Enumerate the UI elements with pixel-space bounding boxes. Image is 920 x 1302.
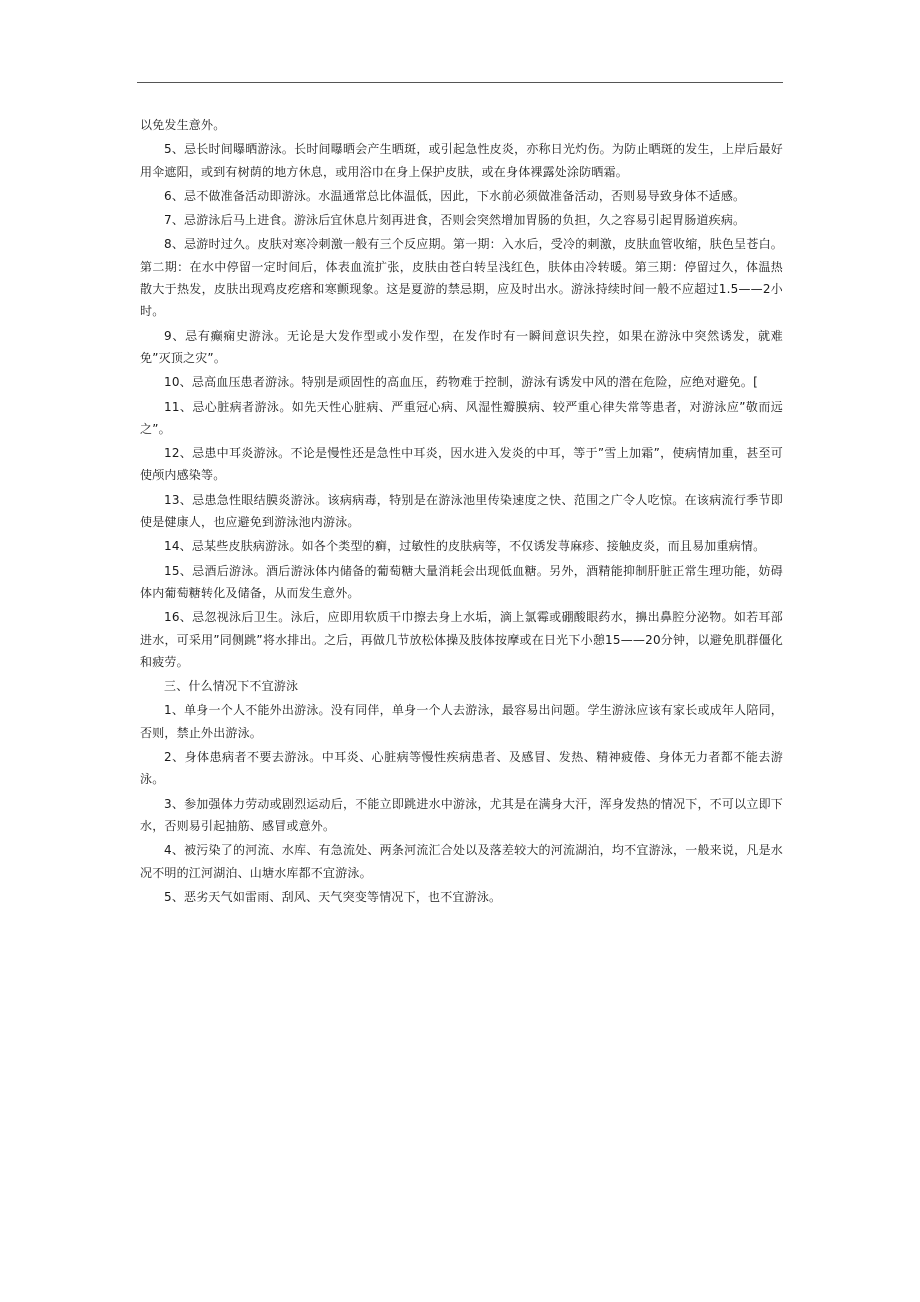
paragraph: 4、被污染了的河流、水库、有急流处、两条河流汇合处以及落差较大的河流湖泊，均不宜游泳，一般来说，凡是水况不明的江河湖泊、山塘水库都不宜游泳。 xyxy=(140,843,783,880)
document-body xyxy=(140,114,783,910)
paragraph: 7、忌游泳后马上进食。游泳后宜休息片刻再进食，否则会突然增加胃肠的负担，久之容易引起胃肠道疾病。 xyxy=(164,213,746,228)
paragraph: 16、忌忽视泳后卫生。泳后，应即用软质干巾擦去身上水垢，滴上氯霉或硼酸眼药水，擤出鼻腔分泌物。如若耳部进水，可采用”同侧跳”将水排出。之后，再做几节放松体操及肢体按摩或在日光下小憩15——20分钟，以避免肌群僵化和疲劳。 xyxy=(140,610,783,669)
paragraph: 8、忌游时过久。皮肤对寒冷刺激一般有三个反应期。第一期：入水后，受冷的刺激，皮肤血管收缩，肤色呈苍白。第二期：在水中停留一定时间后，体表血流扩张，皮肤由苍白转呈浅红色，肤体由冷转暖。第三期：停留过久，体温热散大于热发，皮肤出现鸡皮疙瘩和寒颤现象。这是夏游的禁忌期，应及时出水。游泳持续时间一般不应超过1.5——2小时。 xyxy=(140,237,783,319)
paragraph: 14、忌某些皮肤病游泳。如各个类型的癣，过敏性的皮肤病等，不仅诱发荨麻疹、接触皮炎，而且易加重病情。 xyxy=(164,539,766,554)
paragraph: 6、忌不做准备活动即游泳。水温通常总比体温低，因此，下水前必须做准备活动，否则易导致身体不适感。 xyxy=(164,188,746,203)
paragraph: 1、单身一个人不能外出游泳。没有同伴，单身一个人去游泳，最容易出问题。学生游泳应该有家长或成年人陪同，否则，禁止外出游泳。 xyxy=(140,703,783,740)
paragraph: 12、忌患中耳炎游泳。不论是慢性还是急性中耳炎，因水进入发炎的中耳，等于”雪上加霜”，使病情加重，甚至可使颅内感染等。 xyxy=(140,446,783,483)
paragraph: 10、忌高血压患者游泳。特别是顽固性的高血压，药物难于控制，游泳有诱发中风的潜在危险，应绝对避免。[ xyxy=(164,375,758,390)
paragraph: 以免发生意外。 xyxy=(140,118,226,132)
paragraph: 15、忌酒后游泳。酒后游泳体内储备的葡萄糖大量消耗会出现低血糖。另外，酒精能抑制肝脏正常生理功能，妨碍体内葡萄糖转化及储备，从而发生意外。 xyxy=(140,563,783,600)
header-rule xyxy=(137,82,783,83)
paragraph: 5、恶劣天气如雷雨、刮风、天气突变等情况下，也不宜游泳。 xyxy=(164,889,502,904)
paragraph: 13、忌患急性眼结膜炎游泳。该病病毒，特别是在游泳池里传染速度之快、范围之广令人吃惊。在该病流行季节即使是健康人，也应避免到游泳池内游泳。 xyxy=(140,492,783,530)
paragraph: 9、忌有癫痫史游泳。无论是大发作型或小发作型，在发作时有一瞬间意识失控，如果在游泳中突然诱发，就难免”灭顶之灾”。 xyxy=(140,328,783,365)
section-heading: 三、什么情况下不宜游泳 xyxy=(164,679,299,694)
paragraph: 3、参加强体力劳动或剧烈运动后，不能立即跳进水中游泳，尤其是在满身大汗，浑身发热的情况下，不可以立即下水，否则易引起抽筋、感冒或意外。 xyxy=(140,796,783,833)
paragraph: 2、身体患病者不要去游泳。中耳炎、心脏病等慢性疾病患者、及感冒、发热、精神疲倦、身体无力者都不能去游泳。 xyxy=(140,750,783,787)
paragraph: 11、忌心脏病者游泳。如先天性心脏病、严重冠心病、风湿性瓣膜病、较严重心律失常等患者，对游泳应”敬而远之”。 xyxy=(140,399,783,436)
paragraph: 5、忌长时间曝晒游泳。长时间曝晒会产生晒斑，或引起急性皮炎，亦称日光灼伤。为防止晒斑的发生，上岸后最好用伞遮阳，或到有树荫的地方休息，或用浴巾在身上保护皮肤，或在身体裸露处涂防晒霜。 xyxy=(140,142,783,179)
